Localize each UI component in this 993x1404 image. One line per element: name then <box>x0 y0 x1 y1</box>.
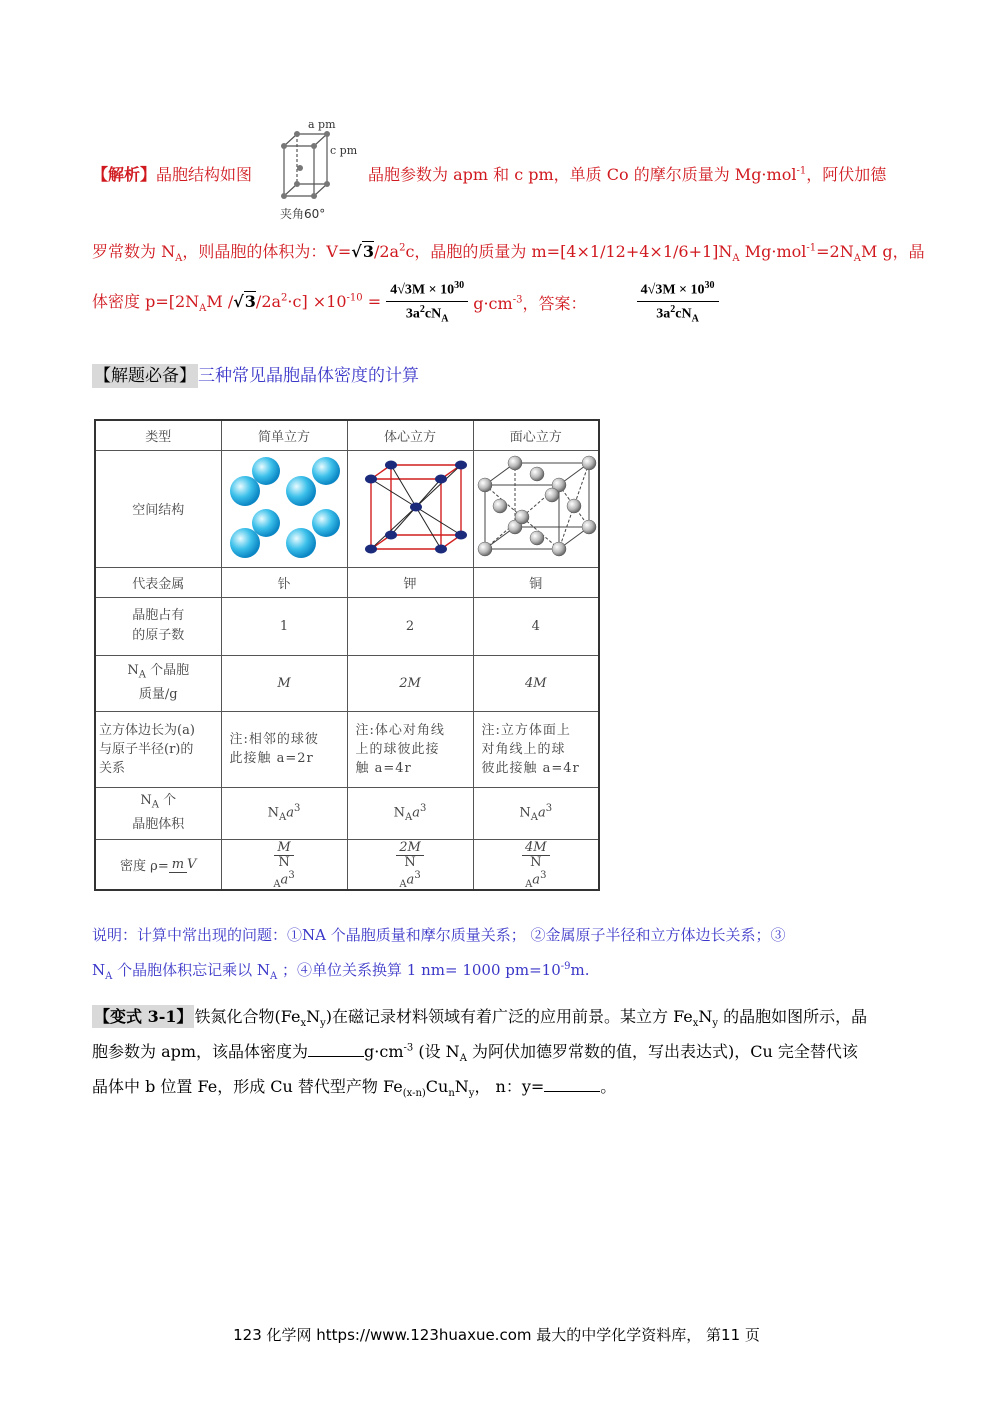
table-header: 类型 <box>95 420 221 450</box>
exercise-line-3: 晶体中 b 位置 Fe，形成 Cu 替代型产物 $Fe_{(x-n)}Cu_nN_y$， n：y= 。 <box>92 1077 617 1100</box>
table-cell: 2 <box>347 597 473 655</box>
density-fraction: $\frac{4√3M \times 10^{30}}{3a^2cN_A}$ <box>386 280 468 324</box>
answer-blank-1[interactable] <box>308 1042 364 1057</box>
table-cell: M N $_Aa^3$ <box>221 839 347 890</box>
table-header: 简单立方 <box>221 420 347 450</box>
table-row-mass <box>95 655 599 711</box>
row-label: 密度 ρ= m V <box>95 839 221 890</box>
table-cell: 4M N $_Aa^3$ <box>473 839 599 890</box>
table-header-row <box>95 420 599 450</box>
exercise-tag: 【变式 3-1】 <box>94 1007 193 1026</box>
simple-cubic-image <box>221 450 347 567</box>
analysis-line-3: 体密度 $p=[2N_AM$ $/√3/2a^2\cdot c] \times 10^{-10}$ = $\frac{4√3M \times 10^{30}}{3a^2cN_A}$ $g\cdot cm^{-3}$，答案： $\frac{4√3M \times 10^{30}}{3a^2cN_A}$ <box>92 280 719 324</box>
hexagonal-cell-figure <box>272 116 367 224</box>
table-row-atoms <box>95 597 599 655</box>
analysis-tag: 【解析】 <box>92 165 157 184</box>
table-header: 面心立方 <box>473 420 599 450</box>
section-title-text: 三种常见晶胞晶体密度的计算 <box>198 366 419 386</box>
figure-label-angle: 夹角60° <box>280 207 326 221</box>
row-label: 代表金属 <box>95 567 221 597</box>
table-cell: 注:立方体面上 对角线上的球 彼此接触 a=4r <box>473 711 599 787</box>
exercise-line-1: 【变式 3-1】 铁氮化合物$(Fe_xN_y)$在磁记录材料领域有着广泛的应用前景。某立方 $Fe_xN_y$ 的晶胞如图所示，晶 <box>94 1007 868 1030</box>
table-row-metal <box>95 567 599 597</box>
body-centered-image <box>347 450 473 567</box>
table-cell: $N_Aa^3$ <box>221 787 347 839</box>
crystal-table <box>94 419 600 891</box>
table-cell: $N_Aa^3$ <box>473 787 599 839</box>
table-header: 体心立方 <box>347 420 473 450</box>
table-cell: 2M <box>347 655 473 711</box>
analysis-line-1b: 晶胞参数为 apm 和 c pm，单质 Co 的摩尔质量为 Mg·mol$^{-1}$，阿伏加德 <box>368 165 887 184</box>
section-title <box>92 361 419 386</box>
table-cell: 注:相邻的球彼 此接触 a=2r <box>221 711 347 787</box>
row-label: 空间结构 <box>95 450 221 567</box>
table-cell: 钋 <box>221 567 347 597</box>
table-row-structure <box>95 450 599 567</box>
table-cell: 铜 <box>473 567 599 597</box>
note-line-1: 说明：计算中常出现的问题：①NA 个晶胞质量和摩尔质量关系； ②金属原子半径和立方体边长关系；③ <box>92 926 786 944</box>
answer-blank-2[interactable] <box>544 1077 600 1092</box>
answer-fraction: $\frac{4√3M \times 10^{30}}{3a^2cN_A}$ <box>637 280 719 324</box>
table-row-density <box>95 839 599 890</box>
table-cell: 2M N $_Aa^3$ <box>347 839 473 890</box>
table-cell: 钾 <box>347 567 473 597</box>
row-label: 晶胞占有 的原子数 <box>95 597 221 655</box>
figure-label-c: c pm <box>330 144 358 157</box>
page-footer: 123 化学网 https://www.123huaxue.com 最大的中学化学资料库， 第11 页 <box>233 1326 760 1344</box>
table-cell: 1 <box>221 597 347 655</box>
table-row-volume <box>95 787 599 839</box>
face-centered-image <box>473 450 599 567</box>
table-row-relation <box>95 711 599 787</box>
row-label: 立方体边长为(a) 与原子半径(r)的 关系 <box>95 711 221 787</box>
table-cell: 4M <box>473 655 599 711</box>
analysis-line-2: 罗常数为 $N_A$，则晶胞的体积为：$V=√3/2a^2c$，晶胞的质量为 $m=[4\times 1/12+4\times 1/6+1]N_A$ $Mg\cdot mol^{-1}=2N_AM$ g，晶 <box>92 242 925 265</box>
row-label: $N_A$ 个 晶胞体积 <box>95 787 221 839</box>
figure-label-a: a pm <box>308 118 336 131</box>
analysis-line-1: 【解析】晶胞结构如图 <box>92 165 253 184</box>
table-cell: 注:体心对角线 上的球彼此接 触 a=4r <box>347 711 473 787</box>
exercise-line-2: 胞参数为 apm，该晶体密度为 $g\cdot cm^{-3}$ (设 $N_A$ 为阿伏加德罗常数的值，写出表达式)，Cu 完全替代该 <box>92 1042 858 1065</box>
table-cell: M <box>221 655 347 711</box>
row-label: $N_A$ 个晶胞 质量/g <box>95 655 221 711</box>
note-line-2: $N_A$ 个晶胞体积忘记乘以 $N_A$ ；④单位关系换算 1 nm= 1000 $pm=10^{-9}m$. <box>92 961 590 982</box>
table-cell: 4 <box>473 597 599 655</box>
section-tag: 【解题必备】 <box>94 366 196 386</box>
table-cell: $N_Aa^3$ <box>347 787 473 839</box>
